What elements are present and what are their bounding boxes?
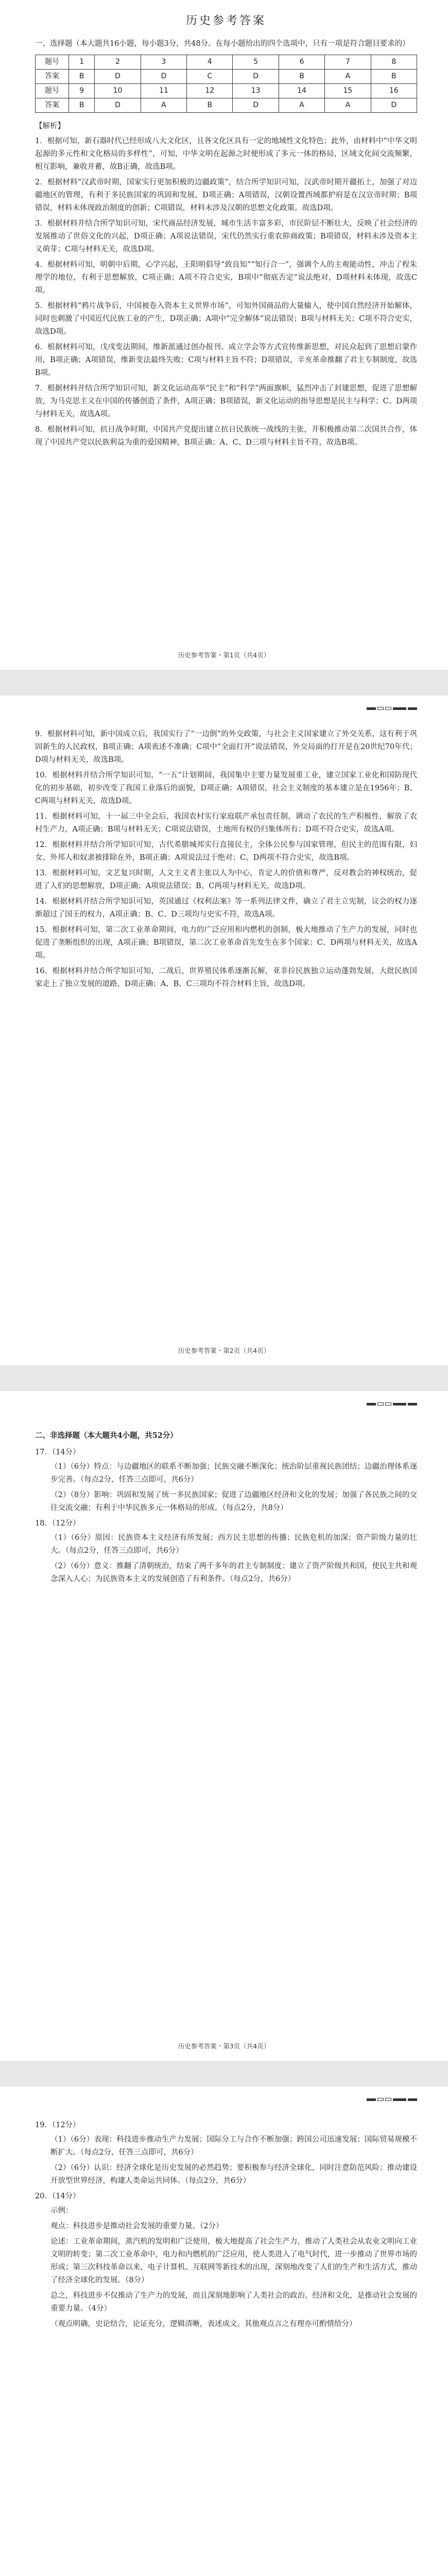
analysis-item: 12．根据材料并结合所学知识可知，古代希腊城邦实行直接民主，全体公民参与国家管理，但民主的范围有限，妇女、外邦人和奴隶被排除在外，B项正确；A项说法过于绝对；C、D两项不符合史实，故选B项。 [35, 841, 417, 862]
table-cell: 4 [187, 55, 233, 70]
answer-line: （1）（6分）原因：民族资本主义经济有所发展；西方民主思想的传播；民族危机的加深；资产阶级力量的壮大。（每点2分，任答三点即可，共6分） [50, 1534, 417, 1555]
analysis-item: 3．根据材料并结合所学知识可知，宋代商品经济发展，城市生活丰富多彩，市民阶层不断壮大，反映了社会经济的发展推动了世俗文化的兴起，D项正确；A项说法错误，宋代仍然实行重农抑商政策；B项错误，材料未涉及资本主义萌芽；C项与材料无关，故选D项。 [35, 219, 417, 253]
page-3-content [35, 1422, 417, 1588]
table-cell: B [69, 70, 95, 84]
page-marker-bar [367, 2098, 417, 2101]
answer-line: 示例： [50, 2207, 73, 2215]
analysis-item: 2．根据材料“汉武帝时期，国家实行更加积极的边疆政策”，结合所学知识可知，汉武帝时期开疆拓土，加强了对边疆地区的管理，有利于多民族国家的巩固和发展，D项正确；A项错误，汉朝设置西域都护府是在汉宣帝时期；B项错误，材料未体现政治制度的创新；C项错误，材料未涉及汉朝的思想文化政策。故选D项。 [35, 178, 417, 212]
question-17-heading: 17．（14分） [35, 1448, 80, 1456]
answer-line: 论述：工业革命期间，蒸汽机的发明和广泛使用，极大地提高了社会生产力，推动了人类社会从农业文明向工业文明的转变；第二次工业革命中，电力和内燃机的广泛应用，使人类进入了电气时代，进一步推动了世界市场的形成；第三次科技革命以来，电子计算机、互联网等新技术的出现，深刻地改变了人们的生产和生活方式，推动了经济全球化的发展。（8分） [50, 2238, 417, 2284]
page-marker-bar [367, 1402, 417, 1405]
analysis-item: 9．根据材料可知，新中国成立后，我国实行了“一边倒”的外交政策，与社会主义国家建立了外交关系，这有利于巩固新生的人民政权，B项正确；A项表述不准确；C项中“全面打开”说法错误，外交局面的打开是在20世纪70年代；D项与材料无关，故选B项。 [35, 730, 417, 764]
page-footer: 历史参考答案・第1页（共4页） [178, 651, 270, 659]
question-18-heading: 18．（12分） [35, 1519, 80, 1528]
table-cell: B [279, 70, 324, 84]
table-cell: 14 [279, 84, 324, 98]
table-cell: 13 [233, 84, 279, 98]
analysis-item: 14．根据材料并结合所学知识可知，英国通过《权利法案》等一系列法律文件，确立了君主立宪制，议会的权力逐渐超过了国王的权力，A项正确；B、C、D三项均与史实不符，故选A项。 [35, 897, 417, 919]
table-cell: 8 [371, 55, 417, 70]
table-cell: B [69, 98, 95, 113]
page-footer: 历史参考答案・第2页（共4页） [178, 1347, 270, 1354]
question-19-heading: 19．（12分） [35, 2121, 80, 2129]
table-cell: D [233, 98, 279, 113]
table-row-label: 答案 [36, 70, 69, 84]
question-20-heading: 20．（14分） [35, 2192, 80, 2200]
table-cell: 9 [69, 84, 95, 98]
page-1-content [35, 10, 417, 452]
table-row [36, 84, 417, 98]
analysis-item: 5．根据材料“鸦片战争后，中国被卷入资本主义世界市场”，可知外国商品的大量输入，使中国自然经济开始解体，同时也刺激了中国近代民族工业的产生，D项正确；A项中“完全解体”说法错误；B项与材料无关；C项不符合史实，故选D项。 [35, 302, 417, 336]
answer-line: 观点：科技进步是推动社会发展的重要力量。（2分） [50, 2222, 223, 2230]
page-4 [0, 2087, 448, 2576]
table-cell: A [325, 70, 371, 84]
table-cell: 16 [371, 84, 417, 98]
doc-title: 历史参考答案 [185, 14, 266, 27]
table-cell: 6 [279, 55, 324, 70]
table-cell: D [371, 98, 417, 113]
table-row-label: 答案 [36, 98, 69, 113]
analysis-item: 1．根据可知，新石器时代已经形成八大文化区，且各文化区具有一定的地域性文化特色；此外，由材料中“中华文明起源的多元性和文化格局的多样性”，可知，中华文明在起源之时便形成了多元一体的格局，区域文化间交流频繁，相互影响，兼收并蓄，故B正确，故选B项。 [35, 137, 417, 171]
table-cell: D [95, 98, 141, 113]
table-cell: D [95, 70, 141, 84]
table-row [36, 55, 417, 70]
analysis-item: 10．根据材料并结合所学知识可知，“一五”计划期间，我国集中主要力量发展重工业，建立国家工业化和国防现代化的初步基础，初步改变了我国工业落后的面貌，D项正确；A项错误，社会主义制度的基本建立是在1956年；B、C两项与材料无关，故选D项。 [35, 771, 417, 805]
table-cell: A [141, 98, 186, 113]
answer-line: （2）（6分）意义：推翻了清朝统治，结束了两千多年的君主专制制度；建立了资产阶级共和国，使民主共和观念深入人心；为民族资本主义的发展创造了有利条件。（每点2分，共6分） [50, 1562, 417, 1583]
table-row [36, 70, 417, 84]
answer-line: （观点明确，史论结合，论证充分，逻辑清晰，表述成文。其他观点言之有理亦可酌情给分） [50, 2320, 357, 2328]
table-row-label: 题号 [36, 55, 69, 70]
page-marker-bar [367, 707, 417, 710]
answer-line: （1）（6分）表现：科技进步推动生产力发展；国际分工与合作不断加强；跨国公司迅速发展；国际贸易规模不断扩大。（每点2分，任答三点即可，共6分） [50, 2136, 417, 2157]
table-cell: A [325, 98, 371, 113]
table-cell: 11 [141, 84, 186, 98]
table-cell: 12 [187, 84, 233, 98]
page-2-content [35, 726, 417, 993]
page-2 [0, 696, 448, 1365]
analysis-item: 8．根据材料可知，抗日战争时期，中国共产党提出建立抗日民族统一战线的主张，并积极推动第二次国共合作，体现了中国共产党以民族利益为重的爱国精神，B项正确；A、C、D三项与材料主旨不符，故选B项。 [35, 426, 417, 447]
page-3 [0, 1391, 448, 2061]
table-cell: 15 [325, 84, 371, 98]
table-cell: 7 [325, 55, 371, 70]
table-cell: B [371, 70, 417, 84]
table-cell: 10 [95, 84, 141, 98]
page-footer: 历史参考答案・第3页（共4页） [178, 2042, 270, 2050]
table-cell: D [233, 70, 279, 84]
table-cell: 2 [95, 55, 141, 70]
table-row [36, 98, 417, 113]
page-4-content [35, 2117, 417, 2333]
analysis-item: 13．根据材料可知，文艺复兴时期，人文主义者主张以人为中心，肯定人的价值和尊严，反对教会的神权统治，促进了人们的思想解放，D项正确；A项说法错误；B、C两项与材料无关，故选D项。 [35, 869, 417, 890]
analysis-item: 7．根据材料并结合所学知识可知，新文化运动高举“民主”和“科学”两面旗帜，猛烈冲击了封建思想，促进了思想解放，为马克思主义在中国的传播创造了条件，A项正确；B项错误，新文化运动的指导思想是民主与科学；C、D两项与材料无关，故选A项。 [35, 384, 417, 418]
table-cell: 1 [69, 55, 95, 70]
answer-line: （2）（6分）认识：经济全球化是历史发展的必然趋势；要积极参与经济全球化，同时注意防范风险；推动建设开放型世界经济，构建人类命运共同体。（每点2分，共6分） [50, 2164, 417, 2185]
answer-line: （1）（6分）特点：与边疆地区的联系不断加强；民族交融不断深化；统治阶层重视民族团结；边疆治理体系逐步完善。（每点2分，任答三点即可，共6分） [50, 1463, 417, 1484]
table-cell: A [279, 98, 324, 113]
answer-line: 总之，科技进步不仅推动了生产力的发展，而且深刻地影响了人类社会的政治、经济和文化，是推动社会发展的重要力量。（4分） [50, 2292, 417, 2313]
answer-line: （2）（8分）影响：巩固和发展了统一多民族国家；促进了边疆地区经济和文化的发展；加强了各民族之间的交往交流交融；有利于中华民族多元一体格局的形成。（每点2分，共8分） [50, 1491, 417, 1512]
table-cell: 5 [233, 55, 279, 70]
table-row-label: 题号 [36, 84, 69, 98]
table-cell: B [187, 98, 233, 113]
analysis-item: 15．根据材料可知，第二次工业革命期间，电力的广泛应用和内燃机的创制，极大地推动了生产力的发展，同时也促进了垄断组织的出现，A项正确；B项错误，第二次工业革命首先发生在多个国家；C、D两项与材料无关，故选A项。 [35, 926, 417, 960]
answer-table [35, 55, 417, 113]
table-cell: C [187, 70, 233, 84]
analysis-item: 11．根据材料可知，十一届三中全会后，我国农村实行家庭联产承包责任制，调动了农民的生产积极性，解放了农村生产力，A项正确；B项与材料无关；C项说法错误，土地所有权仍归集体所有；D项不符合史实，故选A项。 [35, 812, 417, 834]
table-cell: 3 [141, 55, 186, 70]
analysis-heading: 【解析】 [35, 122, 65, 130]
section-1-header: 一、选择题（本大题共16小题，每小题3分，共48分。在每小题给出的四个选项中，只有一项是符合题目要求的） [35, 40, 410, 48]
table-cell: D [141, 70, 186, 84]
analysis-item: 4．根据材料可知，明朝中后期，心学兴起，王阳明倡导“致良知”“知行合一”，强调个人的主观能动性，冲击了程朱理学的地位，有利于思想解放，C项正确；A项不符合史实，B项中“彻底否定”说法绝对，D项材料未体现，故选C项。 [35, 261, 417, 295]
analysis-item: 16．根据材料并结合所学知识可知，二战后，世界殖民体系逐渐瓦解，亚非拉民族独立运动蓬勃发展，大批民族国家走上了独立发展的道路，D项正确；A、B、C三项均不符合材料主旨，故选D项。 [35, 967, 417, 988]
analysis-item: 6．根据材料可知，戊戌变法期间，维新派通过创办报刊、成立学会等方式宣传维新思想，对民众起到了思想启蒙作用，B项正确；A项错误，维新变法最终失败；C项与材料主旨不符；D项错误，辛亥革命推翻了君主专制制度，故选B项。 [35, 343, 417, 377]
section-2-header: 二、非选择题（本大题共4小题，共52分） [35, 1431, 178, 1440]
page-1 [0, 0, 448, 670]
